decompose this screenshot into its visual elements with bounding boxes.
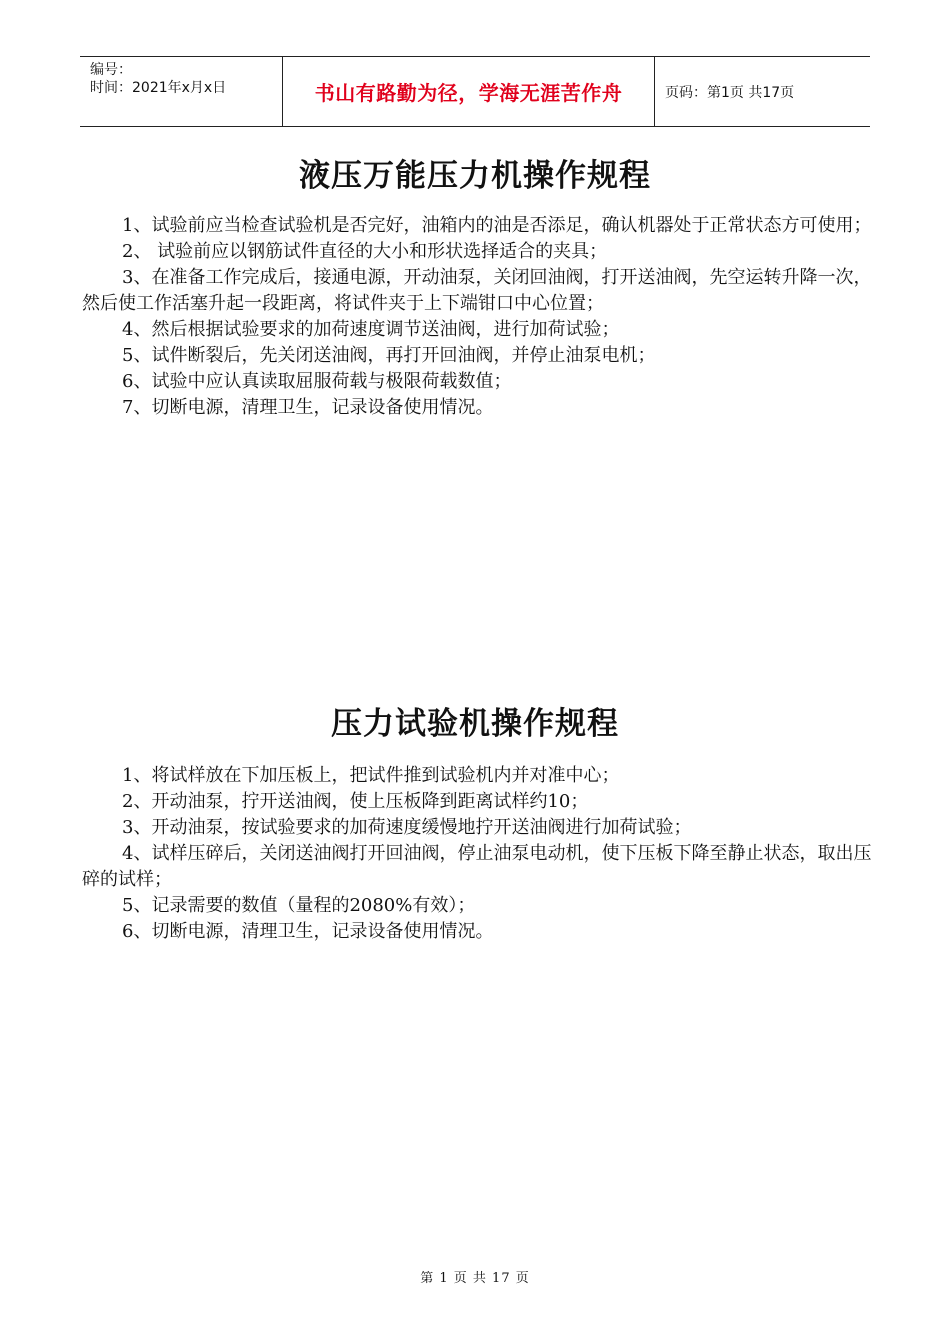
section1-step: 3、在准备工作完成后，接通电源，开动油泵，关闭回油阀，打开送油阀，先空运转升降一次，然后使工作活塞升起一段距离，将试件夹于上下端钳口中心位置；: [82, 267, 872, 314]
section1-step: 5、试件断裂后，先关闭送油阀，再打开回油阀，并停止油泵电机；: [122, 345, 656, 366]
section1-step: 6、试验中应认真读取屈服荷载与极限荷载数值；: [122, 371, 512, 392]
section1-step: 1、试验前应当检查试验机是否完好，油箱内的油是否添足，确认机器处于正常状态方可使用；: [122, 215, 872, 236]
header-page-info: 页码：第1页 共17页: [665, 84, 795, 101]
section2-title: 压力试验机操作规程: [331, 706, 619, 742]
section1-step: 4、然后根据试验要求的加荷速度调节送油阀，进行加荷试验；: [122, 319, 620, 340]
section1-title: 液压万能压力机操作规程: [299, 158, 651, 194]
section2-step: 6、切断电源，清理卫生，记录设备使用情况。: [122, 921, 494, 942]
section2-step: 4、试样压碎后，关闭送油阀打开回油阀，停止油泵电动机，使下压板下降至静止状态，取出压碎的试样；: [82, 843, 872, 890]
document-time-label: 时间：2021年x月x日: [90, 80, 227, 96]
section1-step: 7、切断电源，清理卫生，记录设备使用情况。: [122, 397, 494, 418]
document-header: [80, 56, 870, 127]
section1-step: 2、 试验前应以钢筋试件直径的大小和形状选择适合的夹具；: [122, 241, 608, 262]
section1-steps: [82, 213, 872, 421]
header-page-info-cell: [655, 57, 870, 126]
page-footer: 第 1 页 共 17 页: [420, 1271, 530, 1286]
document-number-label: 编号：: [90, 62, 132, 78]
header-motto-cell: [282, 57, 655, 126]
header-motto: 书山有路勤为径，学海无涯苦作舟: [314, 81, 623, 105]
section2-step: 3、开动油泵，按试验要求的加荷速度缓慢地拧开送油阀进行加荷试验；: [122, 817, 692, 838]
section2-step: 5、记录需要的数值（量程的2080%有效）；: [122, 895, 476, 916]
header-meta: [80, 57, 282, 126]
section2-step: 2、开动油泵，拧开送油阀，使上压板降到距离试样约10；: [122, 791, 589, 812]
section2-steps: [82, 763, 872, 945]
section2-step: 1、将试样放在下加压板上，把试件推到试验机内并对准中心；: [122, 765, 620, 786]
